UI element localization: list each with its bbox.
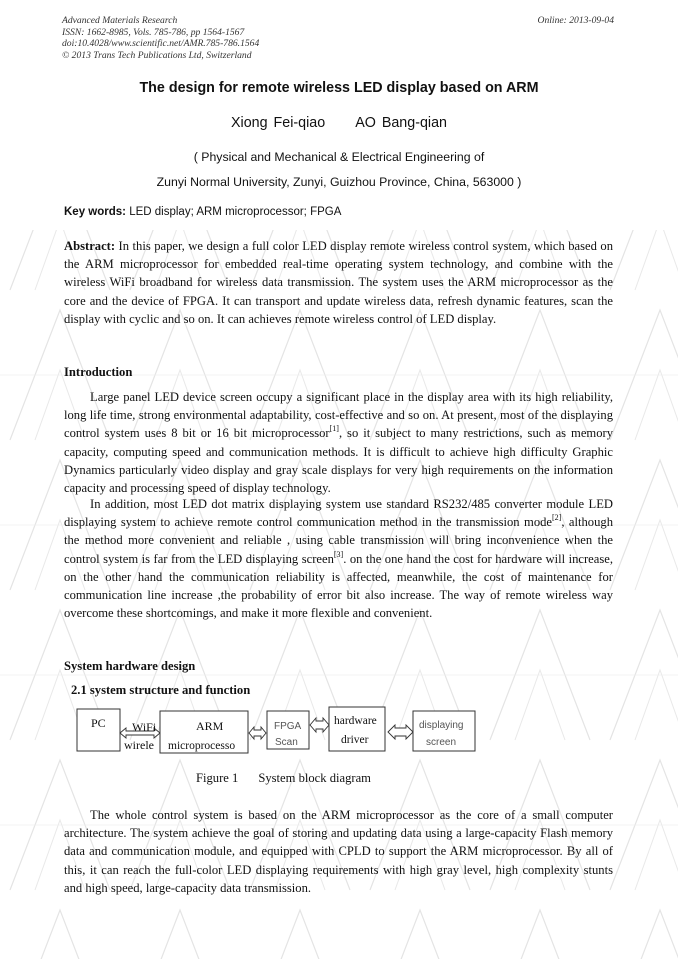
journal-name: Advanced Materials Research — [62, 15, 178, 26]
intro-p2-text-a: In addition, most LED dot matrix displaying system use standard RS232/485 converter module LED displaying system to achieve remote control communication method in the transmission mode — [64, 497, 613, 530]
journal-header — [62, 15, 259, 61]
affiliation-line-2: Zunyi Normal University, Zunyi, Guizhou Province, China, 563000 ) — [156, 175, 522, 189]
fpga-label-line-2: Scan — [275, 737, 298, 748]
intro-p1-text-b: , so it subject to many restrictions, such as memory capacity, computing speed and communication methods. It is difficult to achieve high difficulty Graphic Dynamics particularly video display and gray scale displays for very high requirements on the information capacity and processing speed of display technology. — [64, 426, 613, 496]
affiliation-line-1: ( Physical and Mechanical & Electrical Engineering of — [193, 150, 485, 164]
figure-label: Figure 1 — [196, 771, 239, 785]
journal-issn: ISSN: 1662-8985, Vols. 785-786, pp 1564-1567 — [62, 26, 245, 38]
introduction-paragraph-2 — [64, 495, 613, 622]
fpga-driver-arrow — [310, 718, 329, 732]
author-list — [0, 115, 678, 131]
hardware-heading: System hardware design — [64, 659, 196, 673]
intro-p2-text-b: , although the method more convenient and reliable , using cable transmission will bring inconvenience when the control system is far from the LED displaying screen — [64, 515, 613, 566]
journal-copyright: © 2013 Trans Tech Publications Ltd, Switzerland — [62, 49, 252, 61]
journal-doi[interactable]: doi:10.4028/www.scientific.net/AMR.785-786.1564 — [62, 38, 260, 49]
author-2: AO Bang-qian — [355, 115, 447, 131]
figure-caption-text: System block diagram — [258, 771, 371, 785]
pc-label: PC — [91, 716, 106, 730]
display-label-line-1: displaying — [419, 720, 464, 731]
keywords — [64, 206, 614, 218]
intro-p1-text-a: Large panel LED device screen occupy a significant place in the display area with its high reliability, long life time, strong environmental adaptability, cost-effective and so on. At present, most of the displaying control system uses 8 bit or 16 bit microprocessor — [64, 390, 613, 441]
abstract — [64, 237, 613, 328]
introduction-heading: Introduction — [64, 365, 133, 379]
intro-p2-text-c: . on the one hand the cost for hardware will increase, on the other hand the communication reliability is affected, meanwhile, the cost of maintenance for communication line increase ,the probability of error bit also increase. The way of remote wireless way overcome these shortcomings, and make it more flexible and convenient. — [64, 551, 614, 621]
introduction-paragraph-1 — [64, 388, 613, 497]
online-date: Online: 2013-09-04 — [537, 15, 614, 26]
citation-2[interactable]: [2] — [552, 513, 562, 523]
abstract-label: Abstract: — [64, 239, 116, 253]
fpga-label-line-1: FPGA — [274, 721, 302, 732]
arm-label-line-1: ARM — [196, 719, 224, 733]
driver-label-line-2: driver — [341, 734, 369, 746]
abstract-text: In this paper, we design a full color LED display remote wireless control system, which based on the ARM microprocessor for embedded real-time operating system technology, and combine with the wireless WiFi broadband for wireless data transmission. The system uses the ARM microprocessor as the core and the device of FPGA. It can transport and update wireless data, refresh dynamic features, scan the display with cyclic and so on. It can achieves remote wireless control of LED display. — [64, 239, 613, 326]
wifi-label: WiFi — [132, 720, 157, 734]
system-block-diagram — [74, 703, 484, 761]
figure-1-caption — [196, 771, 371, 786]
system-description-paragraph: The whole control system is based on the ARM microprocessor as the core of a small computer architecture. The system achieve the goal of storing and updating data using a large-capacity Flash memory data and communication module, and equipped with CPLD to support the ARM microprocessor. By all of this, it can reach the full-color LED displaying requirements with high gray level, high complexity stunts and high speed, large-capacity data transmission. — [64, 808, 613, 895]
arm-fpga-arrow — [249, 727, 266, 739]
arm-label-line-2: microprocesso — [168, 740, 236, 752]
keywords-label: Key words: — [64, 206, 126, 218]
keywords-text: LED display; ARM microprocessor; FPGA — [129, 206, 342, 218]
driver-display-arrow — [388, 725, 413, 739]
paper-title: The design for remote wireless LED display based on ARM — [139, 80, 539, 96]
citation-3[interactable]: [3] — [333, 549, 344, 559]
author-1: Xiong Fei-qiao — [230, 115, 326, 131]
wireless-label: wirele — [124, 738, 154, 752]
display-label-line-2: screen — [426, 737, 457, 748]
citation-1[interactable]: [1] — [329, 424, 339, 434]
hardware-subheading: 2.1 system structure and function — [71, 683, 251, 697]
driver-label-line-1: hardware — [334, 715, 377, 727]
